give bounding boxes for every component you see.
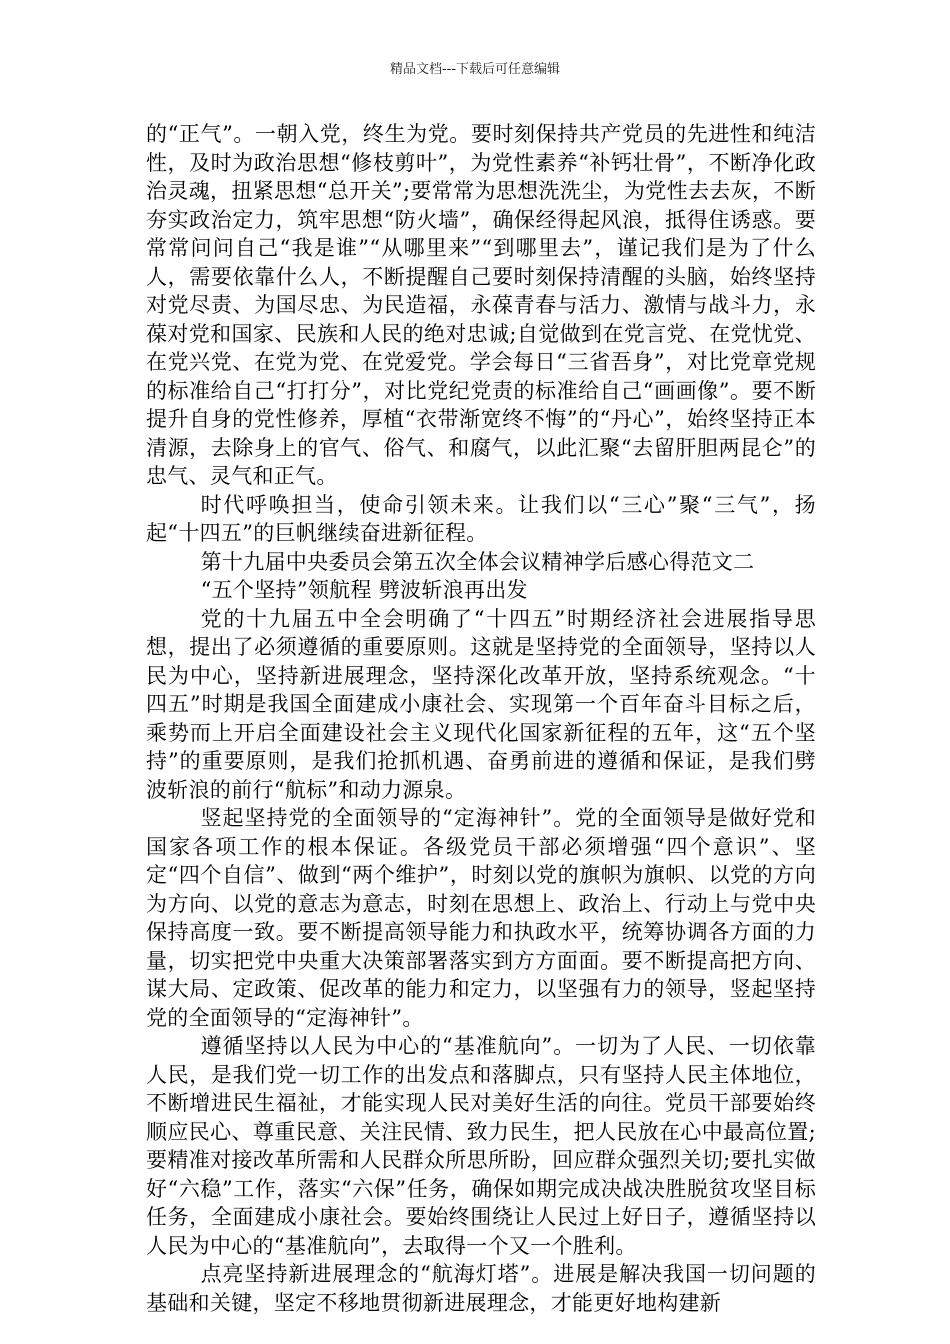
paragraph-intro: 党的十九届五中全会明确了“十四五”时期经济社会进展指导思想，提出了必须遵循的重要原则。这就是坚持党的全面领导，坚持以人民为中心，坚持新进展理念，坚持深化改革开放，坚持系统观念。“十四五”时期是我国全面建成小康社会、实现第一个百年奋斗目标之后，乘势而上开启全面建设社会主义现代化国家新征程的五年，这“五个坚持”的重要原则，是我们抢抓机遇、奋勇前进的遵循和保证，是我们劈波斩浪的前行“航标”和动力源泉。: [146, 606, 816, 802]
article-title: 第十九届中央委员会第五次全体会议精神学后感心得范文二: [200, 549, 755, 574]
paragraph-people: 遵循坚持以人民为中心的“基准航向”。一切为了人民、一切依靠人民，是我们党一切工作的出发点和落脚点，只有坚持人民主体地位，不断增进民生福祉，才能实现人民对美好生活的向往。党员干部要始终顺应民心、尊重民意、关注民情、致力民生，把人民放在心中最高位置;要精准对接改革所需和人民群众所思所盼，回应群众强烈关切;要扎实做好“六稳”工作，落实“六保”任务，确保如期完成决战决胜脱贫攻坚目标任务，全面建成小康社会。要始终围绕让人民过上好日子，遵循坚持以人民为中心的“基准航向”，去取得一个又一个胜利。: [146, 1034, 816, 1258]
paragraph-leadership: 竖起坚持党的全面领导的“定海神针”。党的全面领导是做好党和国家各项工作的根本保证。各级党员干部必须增强“四个意识”、坚定“四个自信”、做到“两个维护”，时刻以党的旗帜为旗帜、以党的方向为方向、以党的意志为意志，时刻在思想上、政治上、行动上与党中央保持高度一致。要不断提高领导能力和执政水平，统筹协调各方面的力量，切实把党中央重大决策部署落实到方方面面。要不断提高把方向、谋大局、定政策、促改革的能力和定力，以坚强有力的领导，竖起坚持党的全面领导的“定海神针”。: [146, 806, 816, 1030]
paragraph-development: 点亮坚持新进展理念的“航海灯塔”。进展是解决我国一切问题的基础和关键，坚定不移地贯彻新进展理念，才能更好地构建新: [146, 1262, 816, 1315]
page-header: 精品文档---下载后可任意编辑: [389, 62, 561, 77]
document-body: [146, 120, 816, 1317]
paragraph-continuation: 的“正气”。一朝入党，终生为党。要时刻保持共产党员的先进性和纯洁性，及时为政治思想“修枝剪叶”，为党性素养“补钙壮骨”，不断净化政治灵魂，扭紧思想“总开关”;要常常为思想洗洗尘，为党性去去灰，不断夯实政治定力，筑牢思想“防火墙”，确保经得起风浪，抵得住诱惑。要常常问问自己“我是谁”“从哪里来”“到哪里去”，谨记我们是为了什么人，需要依靠什么人，不断提醒自己要时刻保持清醒的头脑，始终坚持对党尽责、为国尽忠、为民造福，永葆青春与活力、激情与战斗力，永葆对党和国家、民族和人民的绝对忠诚;自觉做到在党言党、在党忧党、在党兴党、在党为党、在党爱党。学会每日“三省吾身”，对比党章党规的标准给自己“打打分”，对比党纪党责的标准给自己“画画像”。要不断提升自身的党性修养，厚植“衣带渐宽终不悔”的“丹心”，始终坚持正本清源，去除身上的官气、俗气、和腐气，以此汇聚“去留肝胆两昆仑”的忠气、灵气和正气。: [146, 122, 816, 488]
paragraph-closing: 时代呼唤担当，使命引领未来。让我们以“三心”聚“三气”，扬起“十四五”的巨帆继续奋进新征程。: [146, 492, 816, 545]
article-subtitle: “五个坚持”领航程 劈波斩浪再出发: [200, 578, 528, 602]
